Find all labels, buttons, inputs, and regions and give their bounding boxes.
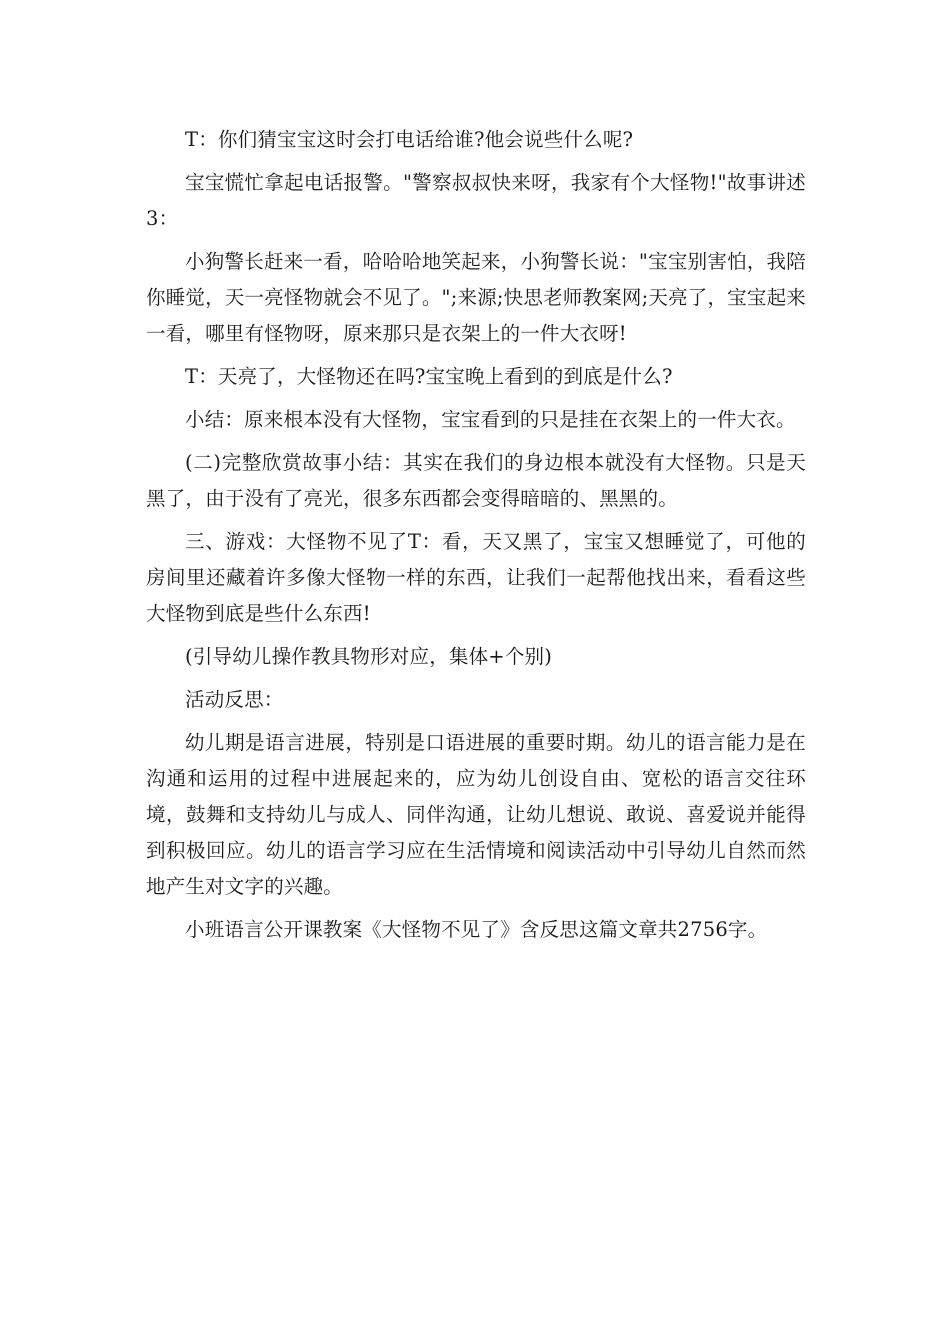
paragraph-full-story-summary: (二)完整欣赏故事小结：其实在我们的身边根本就没有大怪物。只是天黑了，由于没有了亮光，很多东西都会变得暗暗的、黑黑的。 bbox=[146, 451, 806, 510]
paragraph-teacher-question-phone: T：你们猜宝宝这时会打电话给谁?他会说些什么呢? bbox=[185, 128, 634, 151]
paragraph-puppy-sheriff: 小狗警长赶来一看，哈哈哈地笑起来，小狗警长说："宝宝别害怕，我陪你睡觉，天一亮怪物就会不见了。";来源;快思老师教案网;天亮了，宝宝起来一看，哪里有怪物呀，原来那只是衣架上的一件大衣呀! bbox=[146, 250, 806, 345]
document-body bbox=[146, 122, 806, 955]
paragraph-summary: 小结：原来根本没有大怪物，宝宝看到的只是挂在衣架上的一件大衣。 bbox=[185, 408, 796, 431]
paragraph-reflection-heading: 活动反思： bbox=[185, 688, 284, 711]
paragraph-word-count: 小班语言公开课教案《大怪物不见了》含反思这篇文章共2756字。 bbox=[185, 918, 768, 941]
paragraph-game: 三、游戏：大怪物不见了T：看，天又黑了，宝宝又想睡觉了，可他的房间里还藏着许多像大怪物一样的东西，让我们一起帮他找出来，看看这些大怪物到底是些什么东西! bbox=[146, 530, 806, 625]
paragraph-guidance-note: (引导幼儿操作教具物形对应，集体+个别) bbox=[185, 645, 553, 668]
paragraph-reflection-body: 幼儿期是语言进展，特别是口语进展的重要时期。幼儿的语言能力是在沟通和运用的过程中进展起来的，应为幼儿创设自由、宽松的语言交往环境，鼓舞和支持幼儿与成人、同伴沟通，让幼儿想说、敢说、喜爱说并能得到积极回应。幼儿的语言学习应在生活情境和阅读活动中引导幼儿自然而然地产生对文字的兴趣。 bbox=[146, 731, 806, 898]
paragraph-teacher-question-daylight: T：天亮了，大怪物还在吗?宝宝晚上看到的到底是什么? bbox=[185, 365, 673, 388]
paragraph-baby-calls-police: 宝宝慌忙拿起电话报警。"警察叔叔快来呀，我家有个大怪物!"故事讲述3： bbox=[146, 171, 807, 230]
